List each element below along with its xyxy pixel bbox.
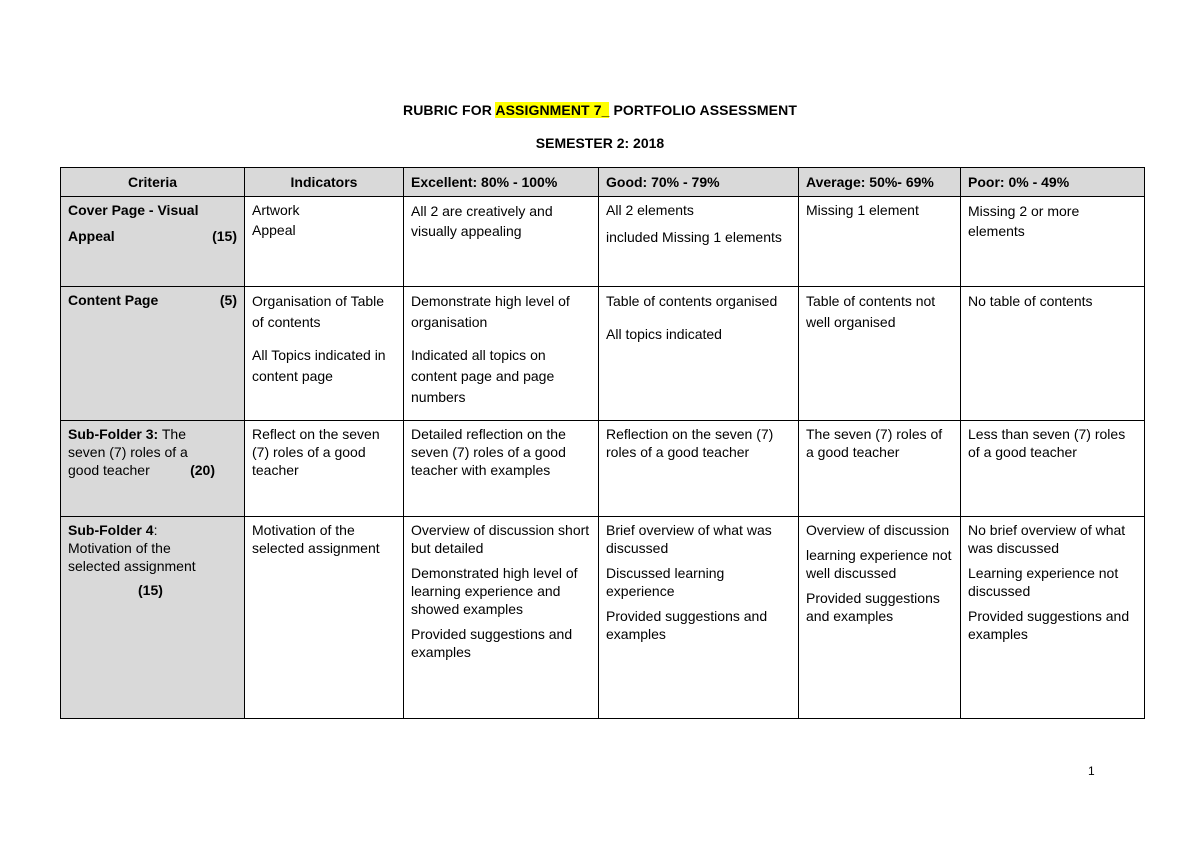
semester-subtitle: SEMESTER 2: 2018 [535, 135, 665, 151]
criteria-title: Sub-Folder 4 [68, 522, 154, 538]
descriptor: Provided suggestions and examples [606, 608, 768, 642]
header-poor: Poor: 0% - 49% [961, 168, 1145, 197]
criteria-line [68, 425, 237, 443]
poor-cell [961, 421, 1145, 517]
excellent-cell [404, 197, 599, 287]
criteria-points-line [68, 461, 237, 479]
descriptor: Provided suggestions and examples [411, 626, 573, 660]
table-row [61, 287, 1145, 421]
descriptor: included Missing 1 elements [606, 229, 782, 245]
descriptor: Brief overview of what was discussed [606, 522, 772, 556]
descriptor: All topics indicated [606, 326, 722, 342]
header-excellent: Excellent: 80% - 100% [404, 168, 599, 197]
indicator-item: All Topics indicated in content page [252, 347, 386, 384]
descriptor: Missing 1 element [806, 202, 919, 218]
criteria-cell [61, 197, 245, 287]
poor-cell [961, 287, 1145, 421]
descriptor: All 2 elements [606, 202, 694, 218]
average-cell [799, 197, 961, 287]
indicator-item: Artwork [252, 202, 300, 218]
good-cell [599, 517, 799, 719]
descriptor: Learning experience not discussed [968, 565, 1119, 599]
table-row [61, 197, 1145, 287]
descriptor: Overview of discussion short but detailed [411, 522, 590, 556]
good-cell [599, 197, 799, 287]
descriptor: Detailed reflection on the seven (7) roles of a good teacher with examples [411, 426, 566, 478]
criteria-points-line [68, 291, 237, 309]
descriptor: Less than seven (7) roles of a good teacher [968, 426, 1126, 460]
poor-cell [961, 197, 1145, 287]
title-suffix: PORTFOLIO ASSESSMENT [609, 102, 797, 118]
descriptor: Demonstrated high level of learning experience and showed examples [411, 565, 578, 617]
header-good: Good: 70% - 79% [599, 168, 799, 197]
indicator-item: Motivation of the selected assignment [252, 522, 380, 556]
criteria-line [68, 521, 237, 539]
descriptor: Provided suggestions and examples [806, 590, 940, 624]
criteria-cell [61, 517, 245, 719]
header-criteria: Criteria [61, 168, 245, 197]
table-row [61, 421, 1145, 517]
descriptor: No brief overview of what was discussed [968, 522, 1126, 556]
indicators-cell [245, 197, 404, 287]
descriptor: The seven (7) roles of a good teacher [806, 426, 943, 460]
title-highlight: ASSIGNMENT 7_ [495, 102, 610, 118]
criteria-points-line [68, 227, 237, 245]
header-average: Average: 50%- 69% [799, 168, 961, 197]
descriptor: Overview of discussion [806, 522, 950, 538]
descriptor: Table of contents not well organised [806, 293, 936, 330]
criteria-points: (5) [219, 292, 237, 308]
poor-cell [961, 517, 1145, 719]
descriptor: No table of contents [968, 293, 1093, 309]
descriptor: All 2 are creatively and visually appealing [411, 203, 553, 239]
criteria-title-cont: good teacher [68, 462, 150, 478]
descriptor: Provided suggestions and examples [968, 608, 1130, 642]
criteria-title: Cover Page - Visual [68, 202, 199, 218]
criteria-title: Sub-Folder 3: [68, 426, 159, 442]
descriptor: Discussed learning experience [606, 565, 725, 599]
criteria-title-cont: Appeal [68, 228, 115, 244]
criteria-line: seven (7) roles of a [68, 444, 188, 460]
excellent-cell [404, 517, 599, 719]
average-cell [799, 421, 961, 517]
criteria-line: selected assignment [68, 558, 196, 574]
document-title [0, 102, 1200, 118]
table-row [61, 517, 1145, 719]
descriptor: Missing 2 or more elements [968, 203, 1080, 239]
good-cell [599, 287, 799, 421]
criteria-line: Motivation of the [68, 540, 171, 556]
criteria-points: (15) [138, 582, 163, 598]
indicator-item: Organisation of Table of contents [252, 293, 385, 330]
criteria-title-cont: The [158, 426, 186, 442]
indicators-cell [245, 421, 404, 517]
indicator-item: Appeal [252, 222, 296, 238]
good-cell [599, 421, 799, 517]
descriptor: Table of contents organised [606, 293, 778, 309]
average-cell [799, 517, 961, 719]
criteria-cell [61, 287, 245, 421]
criteria-points: (15) [212, 228, 237, 244]
excellent-cell [404, 287, 599, 421]
rubric-table [60, 167, 1145, 719]
title-prefix: RUBRIC FOR [403, 102, 496, 118]
descriptor: Demonstrate high level of organisation [411, 293, 570, 330]
header-row [61, 168, 1145, 197]
descriptor: Indicated all topics on content page and page numbers [411, 347, 555, 405]
header-indicators: Indicators [245, 168, 404, 197]
indicators-cell [245, 517, 404, 719]
descriptor: Reflection on the seven (7) roles of a good teacher [606, 426, 774, 460]
indicators-cell [245, 287, 404, 421]
criteria-points: (20) [190, 462, 215, 478]
page-number: 1 [1088, 764, 1095, 778]
indicator-item: Reflect on the seven (7) roles of a good teacher [252, 426, 380, 478]
descriptor: learning experience not well discussed [806, 547, 952, 581]
criteria-title: Content Page [68, 292, 159, 308]
criteria-cell [61, 421, 245, 517]
average-cell [799, 287, 961, 421]
criteria-title-cont: : [153, 522, 158, 538]
excellent-cell [404, 421, 599, 517]
